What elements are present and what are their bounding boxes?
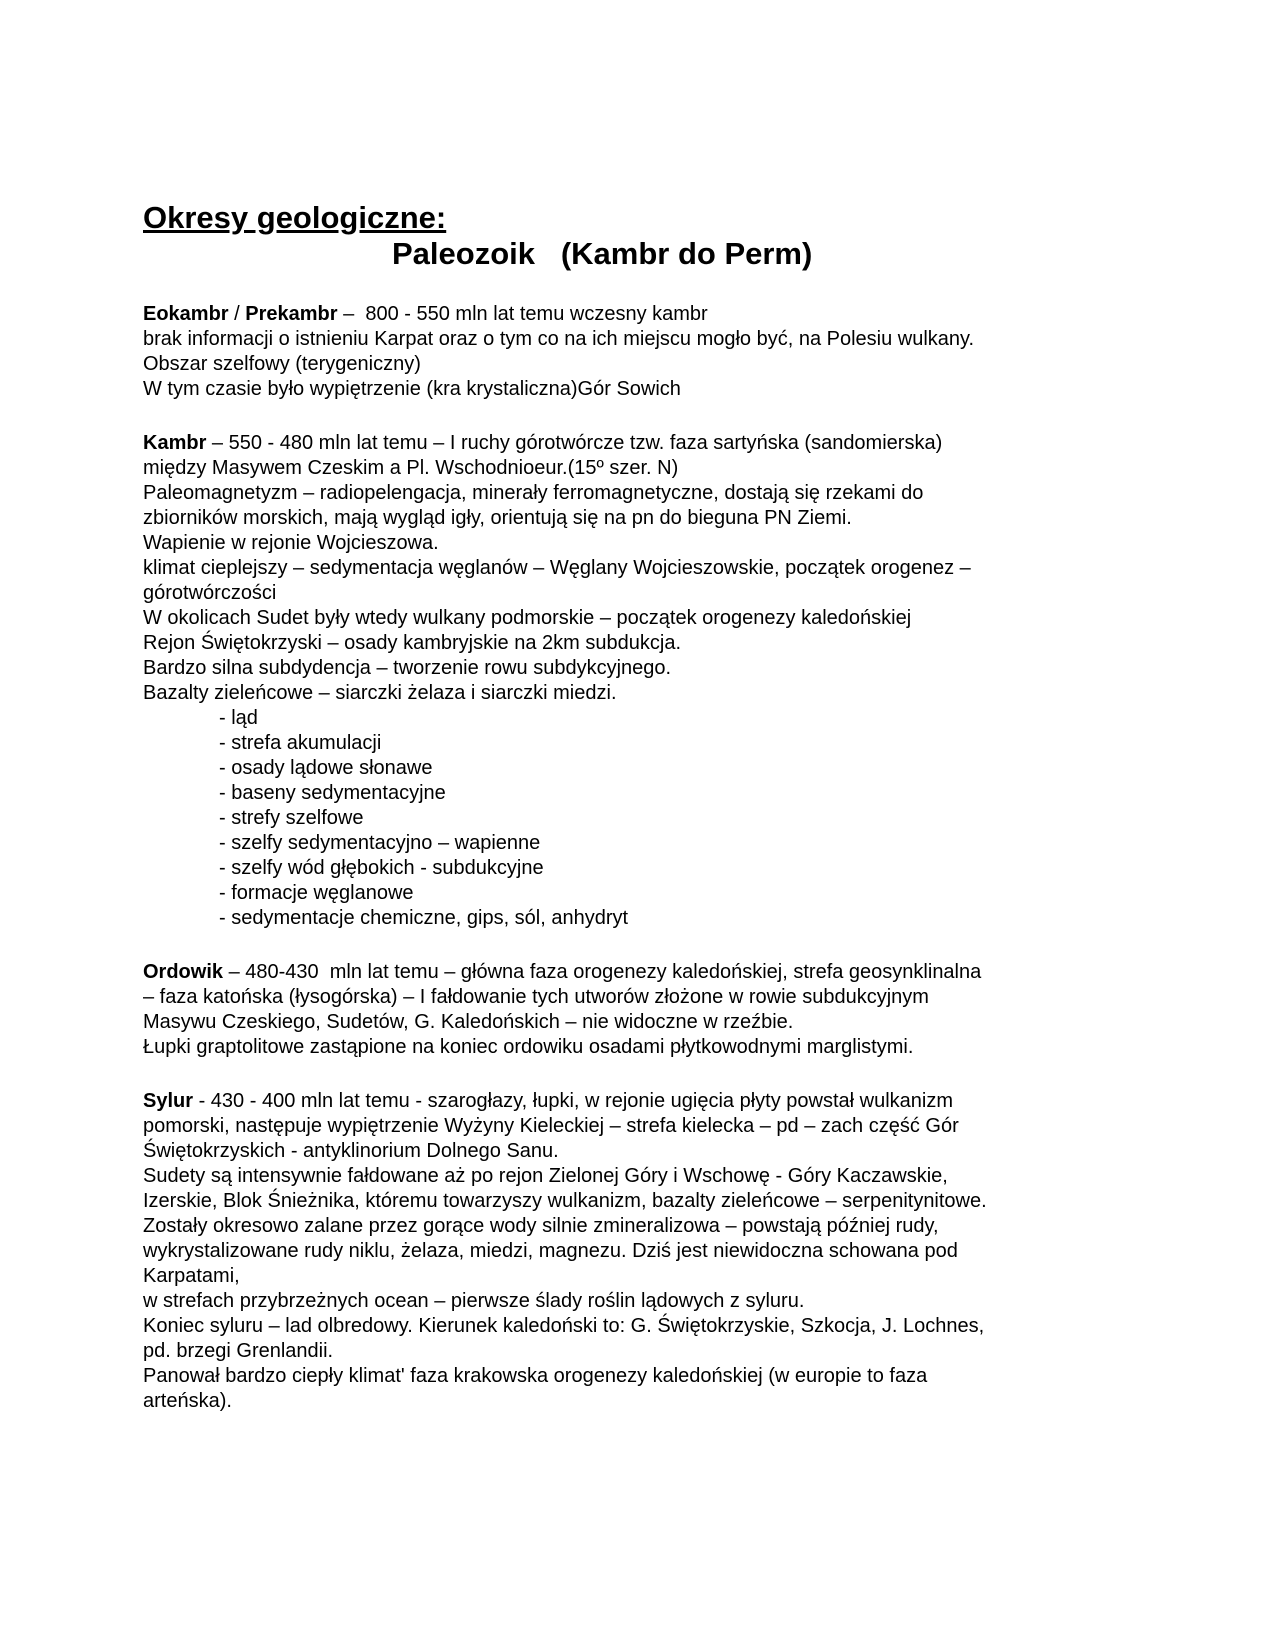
text-line: Masywu Czeskiego, Sudetów, G. Kaledońskich – nie widoczne w rzeźbie.: [143, 1011, 794, 1033]
section-kambr: [143, 431, 1143, 931]
list-item: - szelfy sedymentacyjno – wapienne: [219, 832, 541, 854]
text-line: Bazalty zieleńcowe – siarczki żelaza i siarczki miedzi.: [143, 682, 617, 704]
text-line: pomorski, następuje wypiętrzenie Wyżyny Kieleckiej – strefa kielecka – pd – zach część Gór: [143, 1115, 959, 1137]
heading-rest: – 800 - 550 mln lat temu wczesny kambr: [337, 303, 708, 325]
text-line: wykrystalizowane rudy niklu, żelaza, miedzi, magnezu. Dziś jest niewidoczna schowana pod: [143, 1240, 958, 1262]
section-heading-line: [143, 960, 1143, 985]
list-item: - osady lądowe słonawe: [219, 757, 433, 779]
list-item: - strefa akumulacji: [219, 732, 382, 754]
heading-rest: – 480-430 mln lat temu – główna faza orogenezy kaledońskiej, strefa geosynklinalna: [223, 961, 982, 983]
term-ordowik: Ordowik: [143, 961, 224, 983]
term-kambr: Kambr: [143, 432, 207, 454]
section-heading-line: [143, 302, 1143, 327]
section-sylur: [143, 1089, 1143, 1414]
text-line: między Masywem Czeskim a Pl. Wschodnioeur.(15º szer. N): [143, 457, 679, 479]
text-line: w strefach przybrzeżnych ocean – pierwsze ślady roślin lądowych z syluru.: [143, 1290, 805, 1312]
paragraph-lines: [143, 456, 1143, 706]
text-line: – faza katońska (łysogórska) – I fałdowanie tych utworów złożone w rowie subdukcyjnym: [143, 986, 929, 1008]
term-eokambr: Eokambr: [143, 303, 229, 325]
text-line: W okolicach Sudet były wtedy wulkany podmorskie – początek orogenezy kaledońskiej: [143, 607, 912, 629]
paragraph-lines: [143, 985, 1143, 1060]
text-line: Wapienie w rejonie Wojcieszowa.: [143, 532, 439, 554]
text-line: Panował bardzo ciepły klimat' faza krakowska orogenezy kaledońskiej (w europie to faza: [143, 1365, 928, 1387]
text-line: Paleomagnetyzm – radiopelengacja, minerały ferromagnetyczne, dostają się rzekami do: [143, 482, 924, 504]
text-line: brak informacji o istnieniu Karpat oraz o tym co na ich miejscu mogło być, na Polesiu wulkany.: [143, 328, 975, 350]
section-ordowik: [143, 960, 1143, 1060]
heading-rest: – 550 - 480 mln lat temu – I ruchy górotwórcze tzw. faza sartyńska (sandomierska): [206, 432, 943, 454]
bullet-list: [143, 706, 1143, 931]
text-line: Bardzo silna subdydencja – tworzenie rowu subdykcyjnego.: [143, 657, 672, 679]
text-line: Obszar szelfowy (terygeniczny): [143, 353, 421, 375]
list-item: - baseny sedymentacyjne: [219, 782, 446, 804]
heading-rest: - 430 - 400 mln lat temu - szarogłazy, łupki, w rejonie ugięcia płyty powstał wulkanizm: [193, 1090, 953, 1112]
paragraph-lines: [143, 1114, 1143, 1414]
separator: /: [228, 303, 246, 325]
text-line: Izerskie, Blok Śnieżnika, któremu towarzyszy wulkanizm, bazalty zieleńcowe – serpenitynitowe.: [143, 1190, 987, 1212]
term-prekambr: Prekambr: [245, 303, 338, 325]
text-line: klimat cieplejszy – sedymentacja węglanów – Węglany Wojcieszowskie, początek orogenez –: [143, 557, 971, 579]
list-item: - sedymentacje chemiczne, gips, sól, anhydryt: [219, 907, 629, 929]
text-line: Koniec syluru – lad olbredowy. Kierunek kaledoński to: G. Świętokrzyskie, Szkocja, J. Lochnes,: [143, 1315, 985, 1337]
document-title: Okresy geologiczne:: [143, 200, 447, 235]
text-line: W tym czasie było wypiętrzenie (kra krystaliczna)Gór Sowich: [143, 378, 681, 400]
text-line: Sudety są intensywnie fałdowane aż po rejon Zielonej Góry i Wschowę - Góry Kaczawskie,: [143, 1165, 948, 1187]
document-subtitle: Paleozoik (Kambr do Perm): [392, 236, 813, 271]
list-item: - strefy szelfowe: [219, 807, 364, 829]
text-line: pd. brzegi Grenlandii.: [143, 1340, 334, 1362]
section-heading-line: [143, 431, 1143, 456]
text-line: Łupki graptolitowe zastąpione na koniec ordowiku osadami płytkowodnymi marglistymi.: [143, 1036, 914, 1058]
text-line: górotwórczości: [143, 582, 277, 604]
list-item: - szelfy wód głębokich - subdukcyjne: [219, 857, 544, 879]
term-sylur: Sylur: [143, 1090, 194, 1112]
text-line: Świętokrzyskich - antyklinorium Dolnego Sanu.: [143, 1140, 559, 1162]
text-line: zbiorników morskich, mają wygląd igły, orientują się na pn do bieguna PN Ziemi.: [143, 507, 852, 529]
list-item: - ląd: [219, 707, 258, 729]
text-line: Karpatami,: [143, 1265, 240, 1287]
paragraph-lines: [143, 327, 1143, 402]
section-heading-line: [143, 1089, 1143, 1114]
section-eokambr: [143, 302, 1143, 402]
text-line: Zostały okresowo zalane przez gorące wody silnie zmineralizowa – powstają później rudy,: [143, 1215, 939, 1237]
text-line: Rejon Świętokrzyski – osady kambryjskie na 2km subdukcja.: [143, 632, 681, 654]
text-line: arteńska).: [143, 1390, 232, 1412]
list-item: - formacje węglanowe: [219, 882, 414, 904]
